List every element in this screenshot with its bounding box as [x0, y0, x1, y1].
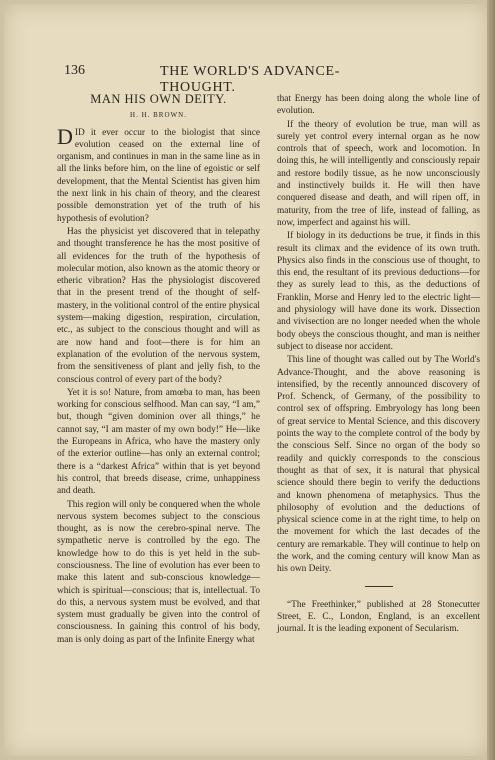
paragraph-2: Has the physicist yet discovered that in telepathy and thought transference he has the most positive of all evidences for the truth of the hypothesis of molecular motion, also known as the atomic theory or etheric vibration? Has the physiologist discovered that in the present trend of the thought of self-mastery, in the volitional control of the entire physical system—making digestion, respiration, circulation, etc., as subject to the conscious thought and will as are now hand and foot—there is for him an explanation of the evolution of the nervous system, from the sensitiveness of plant and jelly fish, to the conscious control of every part of the body? [57, 226, 260, 385]
article-title: MAN HIS OWN DEITY. [90, 92, 227, 106]
paragraph-7: If biology in its deductions be true, it finds in this result its climax and the evidence of its own truth. Physics also finds in the conscious use of thought, to this end, the resultant of its previous deductions—for they as surely lead to this, as the deductions of Franklin, Morse and Henry led to the electric light—and physiology will have done its work. Dissection and vivisection are no longer needed when the whole body obeys the conscious thought, and man is neither subject to disease nor accident. [277, 231, 480, 352]
book-page [4, 4, 488, 756]
section-divider [365, 586, 393, 587]
page-number: 136 [64, 63, 85, 78]
right-column [277, 93, 480, 636]
paragraph-1 [57, 123, 260, 225]
book-spine-edge [487, 0, 495, 760]
left-column [57, 93, 260, 647]
paragraph-8: This line of thought was called out by The World's Advance-Thought, and the above reasoning is intensified, by the recently announced discovery of Prof. Schenck, of Germany, of the possibility to control sex of offspring. Embryology has long been of great service to Mental Science, and this discovery points the way to the complete control of the body by the conscious Self. Since no organ of the body so readily and quickly corresponds to the conscious thought as that of sex, it is natural that physical science should there begin to verify the deductions and known phenomena of metaphysics. Thus the philosophy of evolution and the deductions of physical science come in at the right time, to help on the movement for which the last decades of the century are remarkable. They will continue to help on the work, and the coming century will know Man as his own Deity. [277, 355, 480, 575]
notice-text: “The Freethinker,” published at 28 Stonecutter Street, E. C., London, England, is an excellent journal. It is the leading exponent of Secularism. [277, 599, 480, 635]
paragraph-3: Yet it is so! Nature, from amœba to man, has been working for conscious selfhood. Man can say, “I am,” but, though “given dominion over all things,” he cannot say, “I am master of my own body!” He—like the Europeans in Africa, who have the mastery only of the exterior outline—has only an external control; there is a “darkest Africa” within that is yet beyond his control, that breeds disease, crime, unhappiness and death. [57, 387, 260, 497]
paragraph-5: that Energy has been doing along the whole line of evolution. [277, 94, 480, 117]
article-author: H. H. BROWN. [130, 111, 187, 120]
paragraph-6: If the theory of evolution be true, man will as surely yet control every internal organ as he now controls that of speech, work and locomotion. In doing this, he will intelligently and consciously repair and restore bodily tissue, as he now unconsciously and instinctively builds it. He will then have conquered disease and death, and will ripen off, in maturity, from the tree of life, instead of falling, as now, imperfect and against his will. [277, 119, 480, 228]
drop-cap: D [57, 123, 73, 149]
freethinker-notice [277, 599, 480, 636]
paragraph-4: This region will only be conquered when the whole nervous system becomes subject to the conscious thought, as is now the cerebro-spinal nerve. The sympathetic nerve is controlled by the ego. The knowledge how to do this is yet held in the sub-consciousness. The line of evolution has ever been to make this latent and sub-conscious knowledge—which is spiritual—conscious; that is, intellectual. To do this, a nervous system must be evolved, and that system must gradually be given into the control of consciousness. In gaining this control of his body, man is only doing as part of the Infinite Energy what [57, 499, 260, 645]
page-header [64, 63, 394, 95]
running-head: THE WORLD'S ADVANCE-THOUGHT. [160, 64, 341, 95]
paragraph-1-text: ID it ever occur to the biologist that since evolution ceased on the external line of organism, and continues in man in the same line as in all the links before him, on the line of egoistic or self development, that the Mental Scientist has given him the next link in his chain of theory, and the clearest possible demonstration yet of the truth of his hypothesis of evolution? [57, 127, 260, 224]
